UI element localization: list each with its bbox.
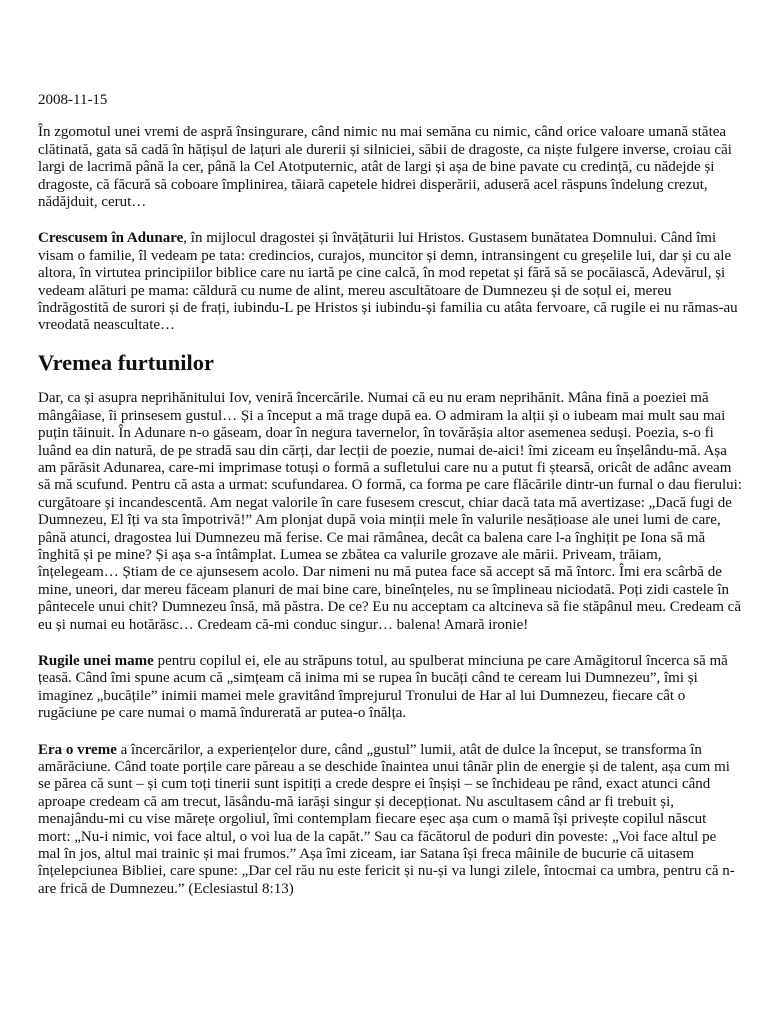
paragraph-line: se părea că sunt – și cum toți tinerii sunt ispitiți a crede despre ei înșiși – se închideau pe rând, exact atunci când [38,776,711,793]
paragraph-line: mine, uneori, dar mereu făceam planuri de mai bine care, bineînțeles, nu se împlineau niciodată. Poți zidi castele în [38,581,729,598]
paragraph-line: visam o familie, îl vedeam pe tata: credincios, curajos, muncitor și demn, intransingent cu greșelile lui, dar și cu ale [38,247,732,264]
paragraph-line: puțin tăinuit. În Adunare n-o găseam, doar în negura tavernelor, în tovărășia altor asemenea seduși. Poezia, s-o fi [38,425,714,442]
paragraph-line: mângâiase, îi prinsesem gustul… Și a început a mă trage după ea. O admiram la alții și o iubeam mai mult sau mai [38,407,726,424]
paragraph-line: vedeam alături pe mama: căldură cu nume de alint, mereu ascultătoare de Dumnezeu și de soțul ei, mereu [38,282,672,299]
paragraph-crescusem [38,230,760,334]
paragraph-line: aproape credeam că am trecut, lăsându-mă iarăși singur și decepționat. Nu ascultasem când ar fi trebuit și, [38,793,674,810]
paragraph-era-o-vreme [38,742,760,899]
paragraph-line: țeasă. Când îmi spune acum că „simțeam că inima mi se rupea în bucăți când te ceream lui Dumnezeu”, îmi și [38,670,698,687]
paragraph-line-rest: pentru copilul ei, ele au străpuns totul, au spulberat minciuna pe care Amăgitorul încerca să mă [153,652,728,669]
paragraph-line: eu și numai eu hotărăsc… Credeam că-mi conduc singur… balena! Amară ironie! [38,616,529,633]
paragraph-line: rugăciune pe care numai o mamă îndurerată ar putea-o înălța. [38,705,407,722]
paragraph-line: Dumnezeu, El îți va sta împotrivă!” Am plonjat după voia minții mele în valurile nesățioase ale unei lumi de care, [38,512,721,529]
document-body [38,92,760,917]
paragraph-line: imaginez „bucățile” inimii mamei mele gravitând împrejurul Tronului de Har al lui Dumnezeu, fiecare cât o [38,687,686,704]
paragraph-first-line [38,742,760,759]
paragraph-line: largi de lacrimă până la cer, până la Cel Atotputernic, atât de largi și așa de bine pavate cu credință, cu nădejde și [38,159,715,176]
section-heading-vremea-furtunilor: Vremea furtunilor [38,349,215,375]
paragraph-dar-ca-si [38,390,760,634]
bold-lead-rugile: Rugile unei mame [38,652,154,669]
paragraph-line: mal în jos, altul mai trainic și mai frumos.” Așa îmi ziceam, iar Satana își freca mâinile de bucurie că uitasem [38,846,695,863]
paragraph-line: înghită și pe mine? Și așa s-a întâmplat. Lumea se zbătea ca valurile grozave ale mării. Priveam, trăiam, [38,546,662,563]
paragraph-line: are frică de Dumnezeu.” (Eclesiastul 8:13) [38,880,294,897]
paragraph-line: înțelepciunea Bibliei, care spune: „Dar cel rău nu este fericit și nu-și va lungi zilele, întocmai ca umbra, pentru că n- [38,863,735,880]
paragraph-intro [38,124,760,211]
bold-lead-crescusem: Crescusem în Adunare [38,230,184,247]
paragraph-line: nădăjduit, cerut… [38,194,147,211]
paragraph-line: clătinată, gata să cadă în hățișul de lațuri ale durerii și silniciei, săbii de dragoste, ca niște fulgere inverse, croiau căi [38,141,732,158]
paragraph-line-rest: , în mijlocul dragostei și învățăturii lui Hristos. Gustasem bunătatea Domnului. Când îmi [183,230,717,247]
paragraph-line: luând ea din natură, de pe stradă sau din cărți, dar lecții de poezie, numai de-aici! îmi ziceam eu înșelându-mă. Așa [38,442,727,459]
paragraph-rugile-unei-mame [38,653,760,723]
paragraph-line: În zgomotul unei vremi de aspră însingurare, când nimic nu mai semăna cu nimic, când orice valoare umană stătea [38,124,727,141]
paragraph-line: amărăciune. Când toate porțile care păreau a se deschide înaintea unui tânăr plin de energie și de talent, așa cum mi [38,759,730,775]
paragraph-line: pântecele unui chit? Dumnezeu însă, mă păstra. De ce? Eu nu acceptam ca altcineva să fie stăpânul meu. Credeam că [38,599,742,616]
bold-lead-era-o-vreme: Era o vreme [38,741,117,758]
paragraph-line: altora, în virtutea principiilor biblice care nu iartă pe cine calcă, în mod repetat și fără să se pocăiască, Adevărul, și [38,265,726,282]
paragraph-line: curgătoare și incandescentă. Am negat valorile în care fusesem crescut, chiar dacă tata mă avertizase: „Dacă fugi de [38,494,732,511]
paragraph-first-line [38,653,760,670]
paragraph-line: vreodată neascultate… [38,317,176,334]
paragraph-line: menajându-mi cu vise mărețe orgoliul, îmi contemplam fiecare eșec așa cum o mamă își privește copilul născut [38,811,707,828]
paragraph-line: înțelegeam… Știam de ce ajunsesem acolo. Dar nimeni nu mă putea face să accept să mă întorc. Îmi era scârbă de [38,564,722,581]
paragraph-line-rest: a încercărilor, a experiențelor dure, când „gustul” lumii, atât de dulce la început, se transforma în [116,741,702,758]
document-date: 2008-11-15 [38,92,108,108]
paragraph-line: Dar, ca și asupra neprihănitului Iov, veniră încercările. Numai că eu nu eram neprihănit. Mâna fină a poeziei mă [38,390,709,407]
paragraph-line: am părăsit Adunarea, care-mi imprimase totuși o formă a sufletului care nu a putut fi ștearsă, oricât de adânc aveam [38,459,732,476]
paragraph-line: îndrăgostită de surori și de frați, iubindu-L pe Hristos și iubindu-și familia cu atâta fervoare, că rugile ei nu rămas-au [38,300,738,317]
paragraph-first-line [38,230,760,247]
paragraph-line: până atunci, dragostea lui Dumnezeu mă ferise. Ce mai rămânea, decât ca balena care l-a înghițit pe Iona să mă [38,529,706,546]
paragraph-line: mort: „Nu-i nimic, voi face altul, o voi lua de la capăt.” Sau ca făcătorul de poduri din poveste: „Voi face altul pe [38,828,717,845]
paragraph-line: să mă scufund. Pentru că asta a urmat: scufundarea. O formă, ca forma pe care flăcările dintr-un furnal o dau fierului: [38,477,742,494]
paragraph-line: dragoste, că făcură să coboare împlinirea, tăiară capetele hidrei disperării, aduseră acel răspuns îndelung crezut, [38,176,708,193]
